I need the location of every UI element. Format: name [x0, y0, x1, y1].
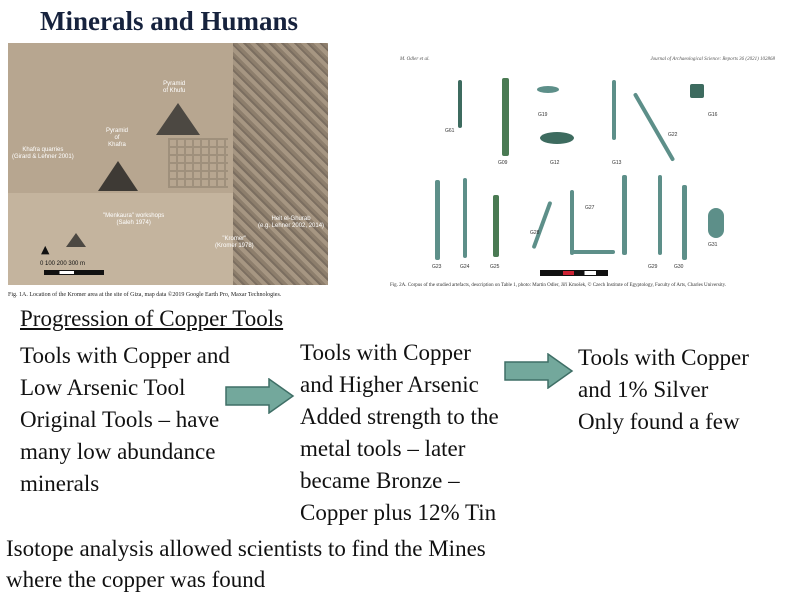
- map-caption: Fig. 1A. Location of the Kromer area at the site of Giza, map data ©2019 Google Earth Pro, Maxar Technologies.: [8, 292, 282, 298]
- stage-3-text: [578, 342, 749, 438]
- stage-2-line: Copper plus 12% Tin: [300, 500, 497, 525]
- artifact-tool: [532, 201, 553, 249]
- stage-1-line: minerals: [20, 471, 100, 496]
- slide-title: Minerals and Humans: [40, 6, 299, 36]
- artifact-tool: [622, 175, 627, 255]
- stage-1-line: many low abundance: [20, 439, 216, 464]
- artifact-tag: G13: [612, 160, 622, 166]
- stage-2-line: and Higher Arsenic: [300, 372, 479, 397]
- map-label-khafra-quarries: Khafra quarries (Girard & Lehner 2001): [12, 147, 74, 160]
- giza-map-image: [8, 43, 328, 285]
- artifact-tool: [633, 92, 678, 162]
- artifact-tool: [493, 195, 499, 257]
- stage-2-line: Tools with Copper: [300, 340, 471, 365]
- stage-3-line: and 1% Silver: [578, 377, 709, 402]
- pyramid-menkaure-shape: [66, 233, 86, 247]
- stage-1-line: Tools with Copper and: [20, 343, 230, 368]
- map-label-heit-el-ghurab: Heit el-Ghurab (e.g. Lehner 2002, 2014): [258, 216, 325, 229]
- artifact-tool: [570, 250, 615, 254]
- map-scale-text: 0 100 200 300 m: [40, 261, 86, 267]
- stage-3-line: Tools with Copper: [578, 345, 749, 370]
- isotope-note-line: Isotope analysis allowed scientists to find the Mines: [6, 536, 486, 561]
- artifact-tag: G22: [668, 132, 678, 138]
- stage-1-line: Low Arsenic Tool: [20, 375, 186, 400]
- artifact-tool: [570, 190, 574, 255]
- stage-1-line: Original Tools – have: [20, 407, 220, 432]
- artifact-tool: [458, 80, 462, 128]
- map-scale-bar: [44, 270, 104, 275]
- artifact-tag: G29: [648, 264, 658, 270]
- artifact-tag: G23: [432, 264, 442, 270]
- artifact-tag: G24: [460, 264, 470, 270]
- artifact-tag: G09: [498, 160, 508, 166]
- artifact-tool: [682, 185, 687, 260]
- isotope-note: [6, 533, 486, 595]
- pyramid-khafra-shape: [98, 161, 138, 191]
- stage-2-line: became Bronze –: [300, 468, 460, 493]
- artifact-tool: [708, 208, 724, 238]
- artifact-tool: [463, 178, 467, 258]
- artifact-tag: G16: [708, 112, 718, 118]
- artifact-tool: [540, 132, 574, 144]
- artifact-header-left: M. Odler et al.: [400, 57, 430, 62]
- artifact-tag: G30: [674, 264, 684, 270]
- artifact-tag: G12: [550, 160, 560, 166]
- progression-heading: Progression of Copper Tools: [20, 306, 284, 331]
- artifact-caption: Fig. 2A. Corpus of the studied artefacts, description on Table 1, photo: Martin Odler, Jiří Kmošek, © Czech Institute of Egyptology, Faculty of Arts, Charles University.: [390, 283, 727, 288]
- stage-3-line: Only found a few: [578, 409, 740, 434]
- artifact-tool: [537, 86, 559, 93]
- pyramid-khufu-shape: [156, 103, 200, 135]
- map-label-khufu: Pyramid of Khufu: [163, 81, 186, 94]
- stage-1-text: [20, 340, 230, 500]
- arrow-right-icon: [504, 353, 574, 389]
- stage-2-text: [300, 337, 499, 529]
- artifact-tool: [435, 180, 440, 260]
- artifact-tool: [658, 175, 662, 255]
- map-label-khafra: Pyramid of Khafra: [106, 128, 129, 148]
- artifact-tag: G31: [708, 242, 718, 248]
- stage-2-line: metal tools – later: [300, 436, 466, 461]
- stage-2-line: Added strength to the: [300, 404, 499, 429]
- artifact-tag: G27: [585, 205, 595, 211]
- artifact-tag: G61: [445, 128, 455, 134]
- isotope-note-line: where the copper was found: [6, 567, 266, 592]
- artifact-tool: [612, 80, 616, 140]
- artifact-tool: [502, 78, 509, 156]
- artifact-tag: G28: [530, 230, 540, 236]
- artifact-tag: G25: [490, 264, 500, 270]
- artifact-tool: [690, 84, 704, 98]
- map-label-kromer: "Kromer" (Kromer 1978): [215, 236, 254, 249]
- arrow-right-icon: [225, 378, 295, 414]
- artifact-tag: G19: [538, 112, 548, 118]
- map-label-menkaura-workshops: "Menkaura" workshops (Saleh 1974): [103, 213, 165, 226]
- north-arrow-icon: ▲: [41, 243, 50, 256]
- copper-artifacts-image: [390, 50, 785, 298]
- artifact-scale-bar: [540, 270, 608, 276]
- artifact-header-right: Journal of Archaeological Science: Reports 36 (2021) 102868: [650, 57, 775, 62]
